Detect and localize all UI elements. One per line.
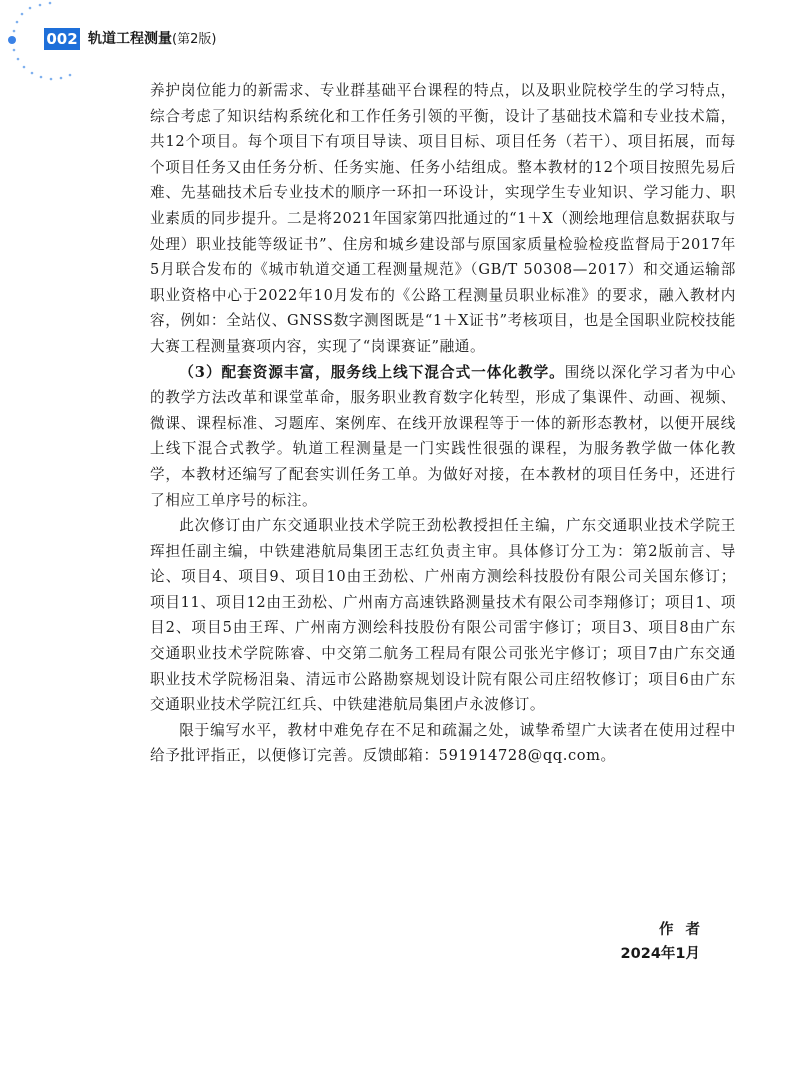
signature-date: 2024年1月: [620, 946, 700, 962]
page-number-badge: 002: [44, 28, 80, 50]
book-title: [88, 28, 216, 50]
paragraph-3: 此次修订由广东交通职业技术学院王劲松教授担任主编，广东交通职业技术学院王珲担任副主编，中铁建港航局集团王志红负责主审。具体修订分工为：第2版前言、导论、项目4、项目9、项目10由王劲松、广州南方测绘科技股份有限公司关国东修订；项目11、项目12由王劲松、广州南方高速铁路测量技术有限公司李翔修订；项目1、项目2、项目5由王珲、广州南方测绘科技股份有限公司雷宇修订；项目3、项目8由广东交通职业技术学院陈睿、中交第二航务工程局有限公司张光宇修订；项目7由广东交通职业技术学院杨泪枭、清远市公路勘察规划设计院有限公司庄绍牧修订；项目6由广东交通职业技术学院江红兵、中铁建港航局集团卢永波修订。: [150, 517, 736, 714]
paragraph-2-heading: （3）配套资源丰富，服务线上线下混合式一体化教学。: [179, 363, 565, 381]
signature-author: 作者: [659, 922, 712, 938]
paragraph-1: 养护岗位能力的新需求、专业群基础平台课程的特点，以及职业院校学生的学习特点，综合考虑了知识结构系统化和工作任务引领的平衡，设计了基础技术篇和专业技术篇，共12个项目。每个项目下有项目导读、项目目标、项目任务（若干）、项目拓展，而每个项目任务又由任务分析、任务实施、任务小结组成。整本教材的12个项目按照先易后难、先基础技术后专业技术的顺序一环扣一环设计，实现学生专业知识、学习能力、职业素质的同步提升。二是将2021年国家第四批通过的“1＋X（测绘地理信息数据获取与处理）职业技能等级证书”、住房和城乡建设部与原国家质量检验检疫监督局于2017年5月联合发布的《城市轨道交通工程测量规范》（GB/T 50308—2017）和交通运输部职业资格中心于2022年10月发布的《公路工程测量员职业标准》的要求，融入教材内容，例如：全站仪、GNSS数字测图既是“1＋X证书”考核项目，也是全国职业院校技能大赛工程测量赛项内容，实现了“岗课赛证”融通。: [150, 82, 736, 355]
paragraph-2: [150, 360, 736, 514]
book-edition: (第2版): [172, 32, 217, 47]
page-header: [0, 0, 790, 90]
book-title-main: 轨道工程测量: [88, 31, 172, 47]
paragraph-2-text: 围绕以深化学习者为中心的教学方法改革和课堂革命，服务职业教育数字化转型，形成了集课件、动画、视频、微课、课程标准、习题库、案例库、在线开放课程等于一体的新形态教材，以便开展线上线下混合式教学。轨道工程测量是一门实践性很强的课程，为服务教学做一体化教学，本教材还编写了配套实训任务工单。为做好对接，在本教材的项目任务中，还进行了相应工单序号的标注。: [150, 363, 736, 509]
main-content: [150, 78, 736, 769]
paragraph-4: 限于编写水平，教材中难免存在不足和疏漏之处，诚挚希望广大读者在使用过程中给予批评指正，以便修订完善。反馈邮箱：591914728@qq.com。: [150, 721, 736, 765]
